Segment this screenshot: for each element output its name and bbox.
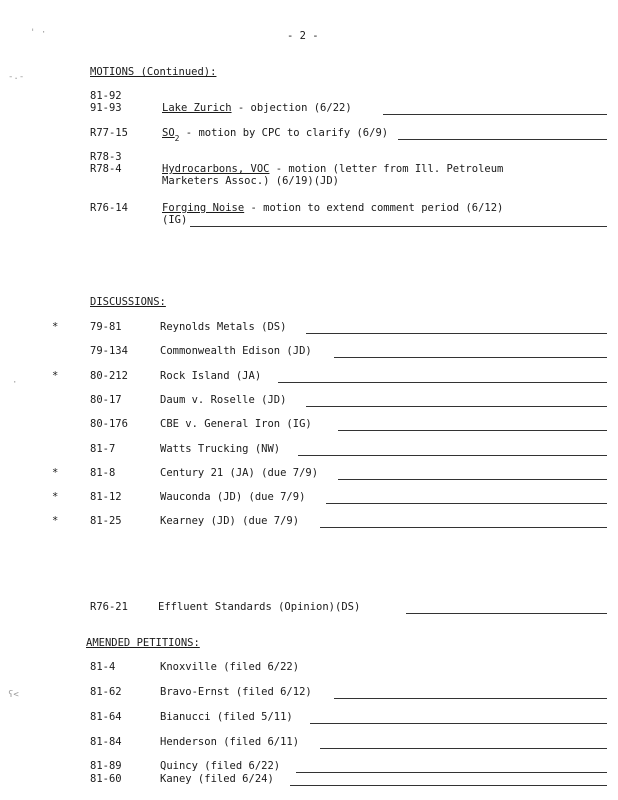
- motion-text: - objection (6/22): [231, 102, 352, 114]
- petition-number: 81-60: [90, 773, 122, 785]
- priority-star: *: [52, 491, 59, 503]
- case-title: Century 21 (JA) (due 7/9): [160, 467, 319, 479]
- fill-line: [406, 613, 607, 614]
- fill-line: [383, 114, 607, 115]
- motion-entry: [162, 102, 352, 114]
- motion-entry: [162, 127, 389, 143]
- petition-title: Bianucci (filed 5/11): [160, 711, 293, 723]
- petition-title: Quincy (filed 6/22): [160, 760, 281, 772]
- fill-line: [398, 139, 607, 140]
- fill-line: [310, 723, 607, 724]
- petition-title: Kaney (filed 6/24): [160, 773, 274, 785]
- motion-number: 91-93: [90, 102, 122, 114]
- petition-title: Henderson (filed 6/11): [160, 736, 300, 748]
- motion-text: - motion to extend comment period (6/12): [244, 202, 504, 214]
- motion-text-line2: (IG): [162, 214, 188, 226]
- petition-number: 81-64: [90, 711, 122, 723]
- priority-star: *: [52, 515, 59, 527]
- stray-mark: -.-: [8, 72, 25, 82]
- case-number: 80-17: [90, 394, 122, 406]
- case-title: CBE v. General Iron (IG): [160, 418, 312, 430]
- priority-star: *: [52, 370, 59, 382]
- motions-heading: MOTIONS (Continued):: [90, 66, 217, 78]
- page-number: - 2 -: [287, 30, 319, 42]
- case-title: Watts Trucking (NW): [160, 443, 281, 455]
- case-title: Commonwealth Edison (JD): [160, 345, 312, 357]
- case-number: 81-8: [90, 467, 116, 479]
- motion-text: - motion by CPC to clarify (6/9): [179, 127, 389, 139]
- case-number: 80-212: [90, 370, 128, 382]
- motion-number: R78-4: [90, 163, 122, 175]
- fill-line: [290, 785, 607, 786]
- fill-line: [338, 430, 607, 431]
- fill-line: [334, 698, 607, 699]
- motion-title: Hydrocarbons, VOC: [162, 163, 270, 175]
- stray-mark: ·: [12, 378, 18, 388]
- motion-title: Lake Zurich: [162, 102, 232, 114]
- case-title: Wauconda (JD) (due 7/9): [160, 491, 306, 503]
- case-number: 79-81: [90, 321, 122, 333]
- fill-line: [306, 333, 607, 334]
- amended-petitions-heading: AMENDED PETITIONS:: [86, 637, 200, 649]
- motion-number: R77-15: [90, 127, 128, 139]
- motion-text: - motion (letter from Ill. Petroleum: [269, 163, 504, 175]
- motion-title: SO: [162, 127, 175, 139]
- case-title: Rock Island (JA): [160, 370, 262, 382]
- fill-line: [320, 748, 607, 749]
- fill-line: [190, 226, 607, 227]
- stray-mark: ' ·: [30, 28, 47, 38]
- petition-number: 81-4: [90, 661, 116, 673]
- priority-star: *: [52, 321, 59, 333]
- case-title: Reynolds Metals (DS): [160, 321, 287, 333]
- case-number: R76-21: [90, 601, 128, 613]
- priority-star: *: [52, 467, 59, 479]
- case-number: 81-7: [90, 443, 116, 455]
- case-number: 81-12: [90, 491, 122, 503]
- stray-mark: ʕ<: [8, 690, 19, 700]
- discussions-heading: DISCUSSIONS:: [90, 296, 166, 308]
- case-number: 79-134: [90, 345, 128, 357]
- motion-entry: [162, 202, 503, 214]
- fill-line: [320, 527, 607, 528]
- case-title: Kearney (JD) (due 7/9): [160, 515, 300, 527]
- motion-number: R76-14: [90, 202, 128, 214]
- petition-title: Bravo-Ernst (filed 6/12): [160, 686, 312, 698]
- case-title: Effluent Standards (Opinion)(DS): [158, 601, 361, 613]
- fill-line: [306, 406, 607, 407]
- motion-number: R78-3: [90, 151, 122, 163]
- petition-number: 81-62: [90, 686, 122, 698]
- fill-line: [326, 503, 607, 504]
- motion-title: Forging Noise: [162, 202, 245, 214]
- fill-line: [298, 455, 607, 456]
- petition-number: 81-89: [90, 760, 122, 772]
- fill-line: [278, 382, 607, 383]
- fill-line: [296, 772, 607, 773]
- motion-subscript: 2: [174, 134, 180, 143]
- fill-line: [338, 479, 607, 480]
- case-number: 80-176: [90, 418, 128, 430]
- motion-entry: [162, 163, 503, 175]
- petition-title: Knoxville (filed 6/22): [160, 661, 300, 673]
- fill-line: [334, 357, 607, 358]
- petition-number: 81-84: [90, 736, 122, 748]
- motion-text-line2: Marketers Assoc.) (6/19)(JD): [162, 175, 340, 187]
- motion-number: 81-92: [90, 90, 122, 102]
- case-number: 81-25: [90, 515, 122, 527]
- case-title: Daum v. Roselle (JD): [160, 394, 287, 406]
